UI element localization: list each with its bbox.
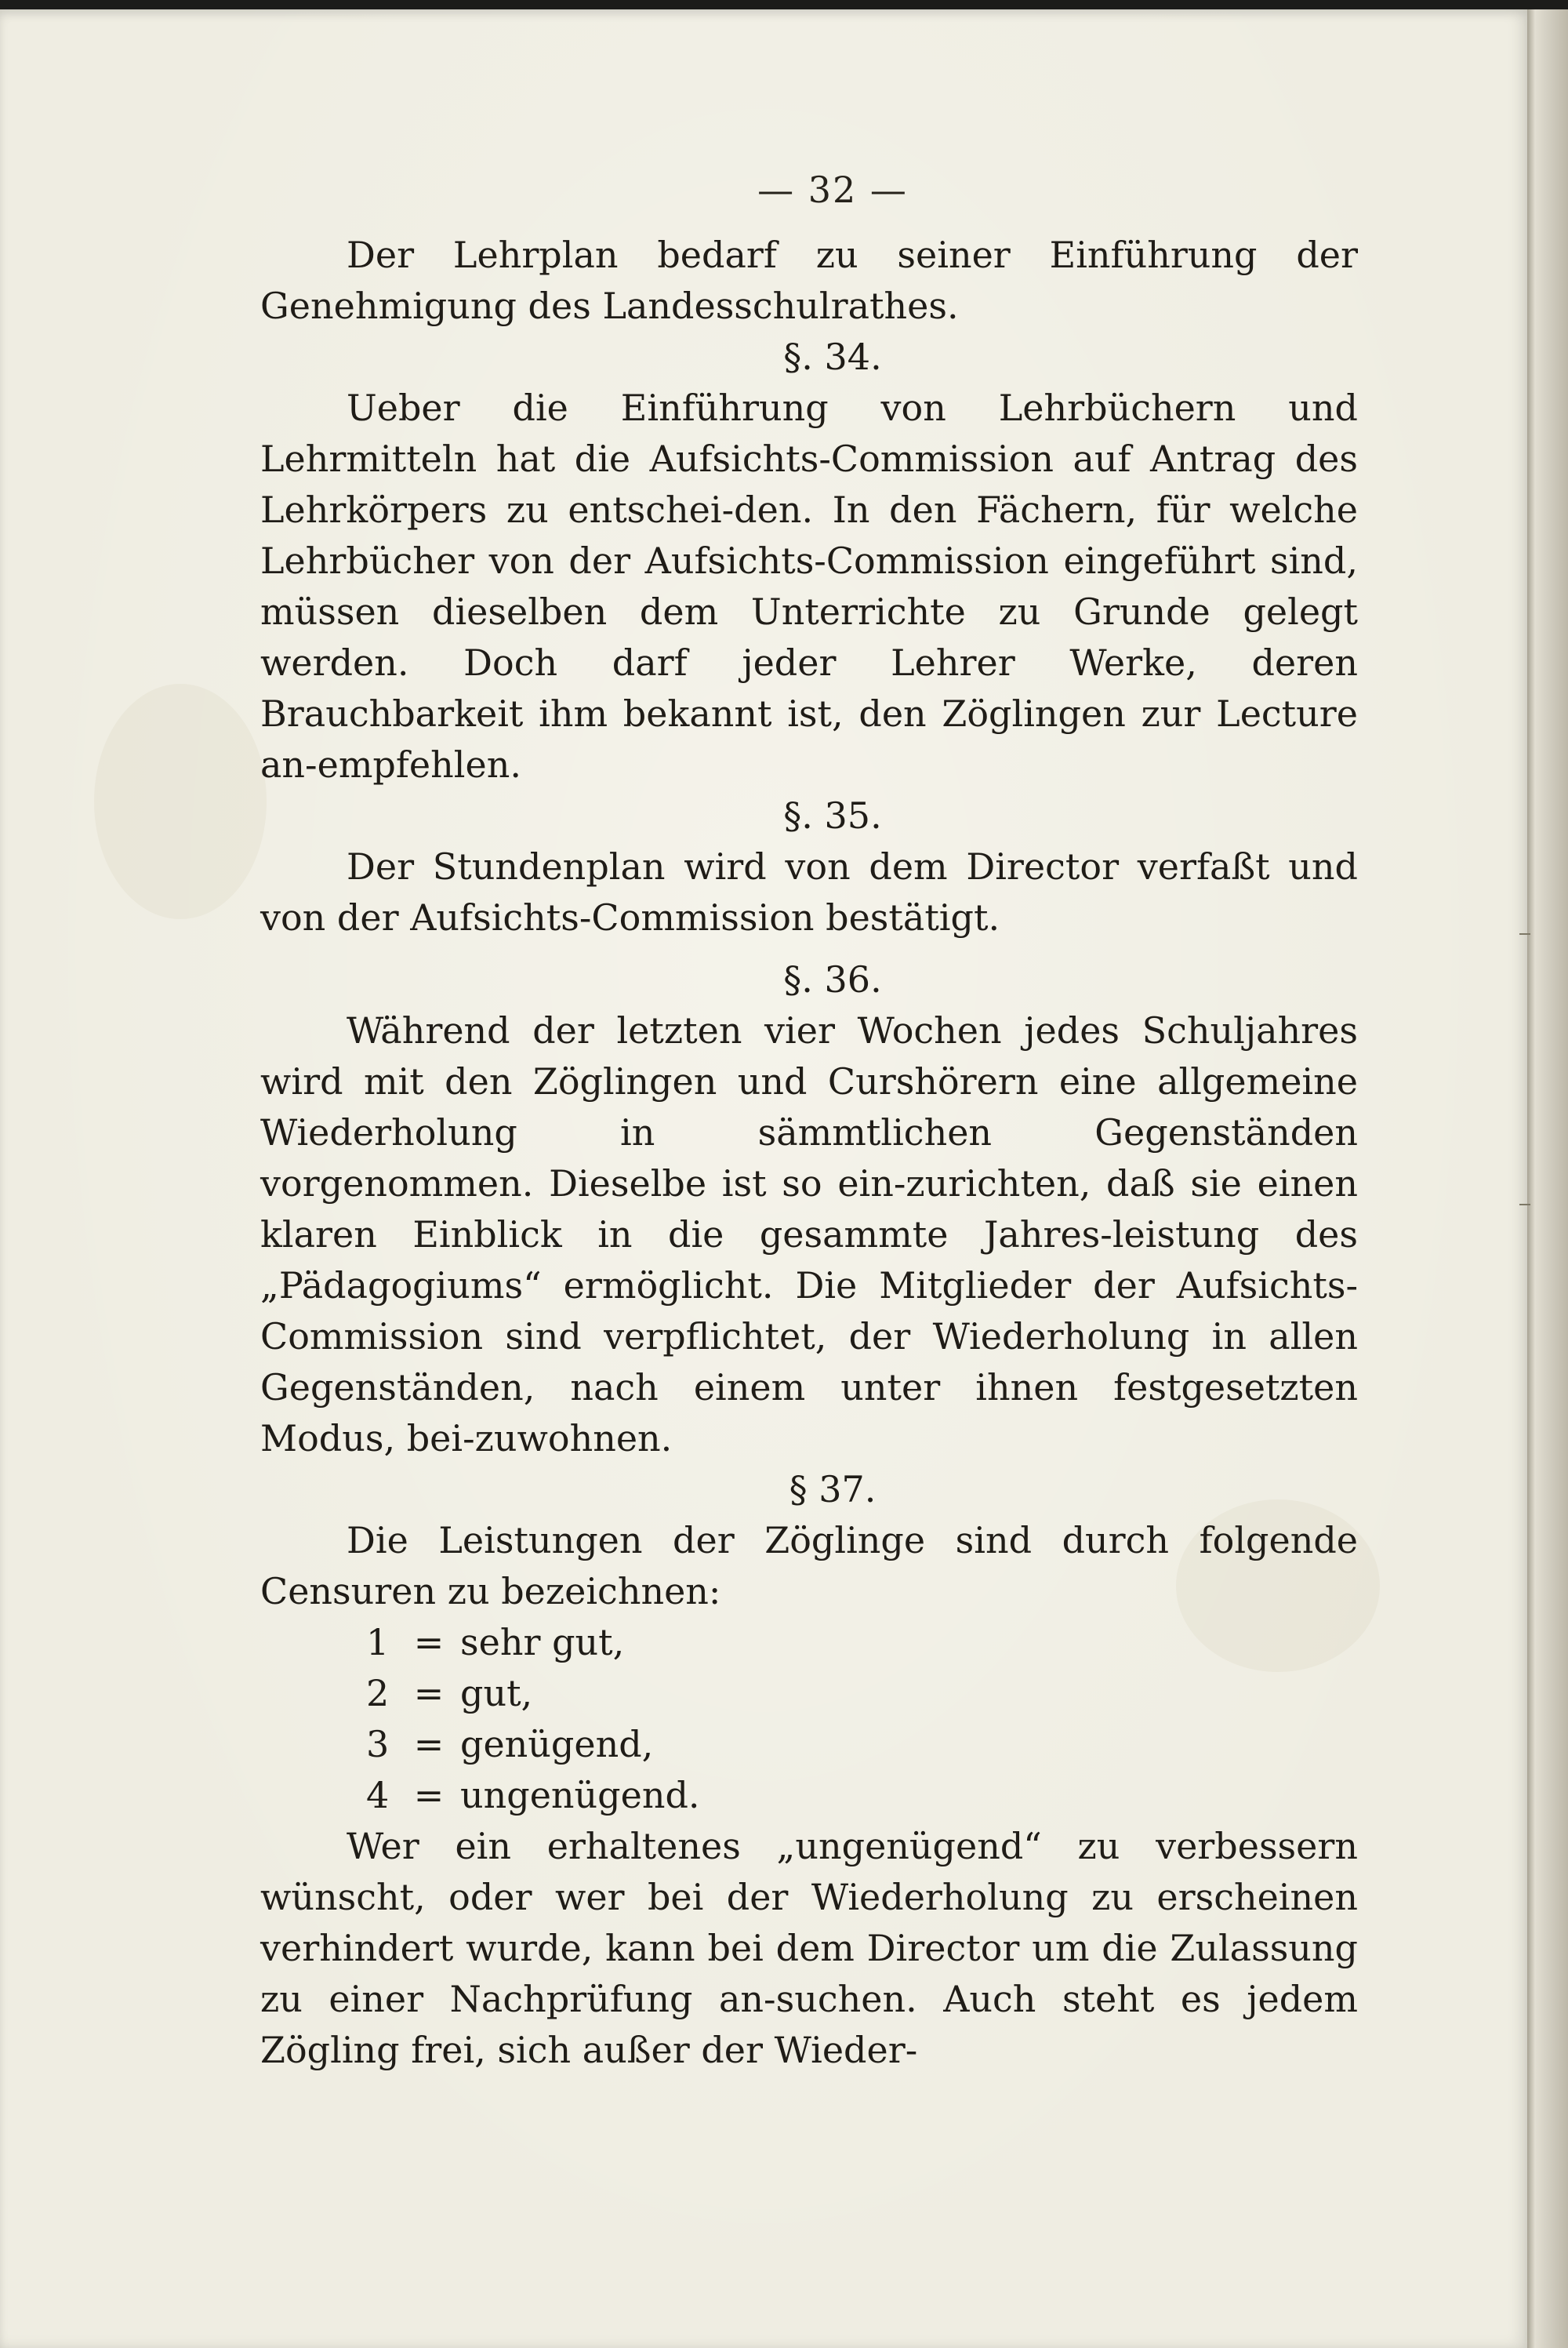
grade-equals: = — [413, 1621, 445, 1663]
grade-label: ungenügend. — [460, 1774, 700, 1816]
paragraph-lehrplan: Der Lehrplan bedarf zu seiner Einführung der Genehmigung des Landesschulrathes. — [260, 234, 1358, 327]
page-gutter-edge — [1527, 9, 1568, 2348]
grade-label: gut, — [460, 1672, 533, 1714]
paragraph-34: Ueber die Einführung von Lehrbüchern und Lehrmitteln hat die Aufsichts-Commission auf Antrag des Lehrkörpers zu entschei-den. In den Fächern, für welche Lehrbücher von der Aufsichts-Commission eingeführt sind, müssen dieselben dem Unterrichte zu Grunde gelegt werden. Doch darf jeder Lehrer Werke, deren Brauchbarkeit ihm bekannt ist, den Zöglingen zur Lecture an-empfehlen. — [260, 387, 1358, 786]
gutter-mark — [1519, 1204, 1530, 1205]
page-number: — 32 — — [757, 169, 908, 211]
grade-row — [366, 1617, 1358, 1668]
paper-stain — [94, 684, 267, 919]
paragraph-35: Der Stundenplan wird von dem Director verfaßt und von der Aufsichts-Commission bestätigt. — [260, 845, 1358, 939]
grade-list — [260, 1617, 1358, 1821]
paragraph-final: Wer ein erhaltenes „ungenügend“ zu verbessern wünscht, oder wer bei der Wiederholung zu erscheinen verhindert wurde, kann bei dem Director um die Zulassung zu einer Nachprüfung an-suchen. Auch steht es jedem Zögling frei, sich außer der Wieder- — [260, 1825, 1358, 2071]
section-heading-36: §. 36. — [783, 958, 882, 1001]
section-heading-35: §. 35. — [783, 794, 882, 837]
grade-row — [366, 1719, 1358, 1770]
grade-label: genügend, — [460, 1723, 654, 1765]
grade-number: 2 — [366, 1672, 390, 1714]
grade-equals: = — [413, 1672, 445, 1714]
section-heading-37: § 37. — [789, 1468, 877, 1510]
grade-equals: = — [413, 1774, 445, 1816]
grade-equals: = — [413, 1723, 445, 1765]
grade-number: 3 — [366, 1723, 390, 1765]
grade-row — [366, 1770, 1358, 1821]
grade-number: 1 — [366, 1621, 390, 1663]
grade-label: sehr gut, — [460, 1621, 625, 1663]
paragraph-37: Die Leistungen der Zöglinge sind durch folgende Censuren zu bezeichnen: — [260, 1519, 1358, 1612]
grade-number: 4 — [366, 1774, 390, 1816]
paragraph-36: Während der letzten vier Wochen jedes Schuljahres wird mit den Zöglingen und Curshörern eine allgemeine Wiederholung in sämmtlichen Gegenständen vorgenommen. Dieselbe ist so ein-zurichten, daß sie einen klaren Einblick in die gesammte Jahres-leistung des „Pädagogiums“ ermöglicht. Die Mitglieder der Aufsichts-Commission sind verpflichtet, der Wiederholung in allen Gegenständen, nach einem unter ihnen festgesetzten Modus, bei-zuwohnen. — [260, 1009, 1358, 1459]
page-text — [260, 165, 1358, 2076]
section-heading-34: §. 34. — [783, 336, 882, 378]
gutter-mark — [1519, 933, 1530, 935]
grade-row — [366, 1668, 1358, 1719]
